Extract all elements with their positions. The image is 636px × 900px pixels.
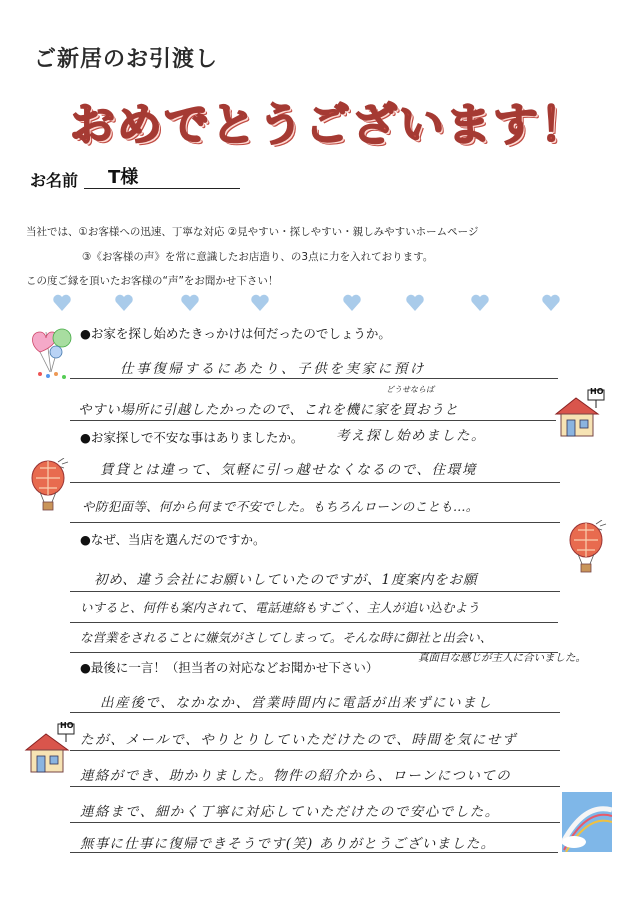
question-1: ●お家を探し始めたきっかけは何だったのでしょうか。 <box>80 326 391 341</box>
heart-icon <box>52 293 72 313</box>
heart-icon <box>250 293 270 313</box>
answer-4-line-5: 無事に仕事に復帰できそうです(笑) ありがとうございました。 <box>80 836 496 852</box>
hot-air-balloon-icon <box>28 458 72 516</box>
subtitle: ご新居のお引渡し <box>34 47 219 72</box>
answer-3-line-1: 初め、違う会社にお願いしていたのですが、1度案内をお願 <box>94 572 478 588</box>
heart-icon <box>180 293 200 313</box>
balloons-icon <box>26 322 78 380</box>
answer-line <box>70 712 560 713</box>
heart-icon <box>405 293 425 313</box>
answer-line <box>70 750 560 751</box>
answer-3-line-4: 真面目な感じが主人に合いました。 <box>418 652 586 664</box>
heart-icon <box>541 293 561 313</box>
page-title: おめでとうございます！ <box>70 98 588 151</box>
heart-icon <box>470 293 490 313</box>
answer-line <box>70 420 556 421</box>
answer-4-line-2: たが、メールで、やりとりしていただけたので、時間を気にせず <box>80 732 518 748</box>
answer-line <box>70 852 558 853</box>
answer-line <box>70 522 560 523</box>
answer-1-note: どうせならば <box>386 385 434 394</box>
answer-line <box>70 786 560 787</box>
name-label: お名前 <box>30 171 79 190</box>
answer-line <box>70 378 558 379</box>
answer-3-line-2: いすると、何件も案内されて、電話連絡もすごく、主人が追い込むよう <box>80 600 480 615</box>
answer-line <box>70 482 560 483</box>
intro-line-2: ③《お客様の声》を常に意識したお店造り、の3点に力を入れております。 <box>82 251 434 263</box>
intro-line-1: 当社では、①お客様への迅速、丁寧な対応 ②見やすい・探しやすい・親しみやすいホームページ <box>26 226 479 238</box>
answer-1-line-1: 仕事復帰するにあたり、子供を実家に預け <box>120 361 426 377</box>
question-3: ●なぜ、当店を選んだのですか。 <box>80 532 266 547</box>
answer-3-line-3: な営業をされることに嫌気がさしてしまって。そんな時に御社と出会い、 <box>80 630 493 645</box>
heart-icon <box>114 293 134 313</box>
name-value: T様 <box>108 167 139 188</box>
name-underline <box>84 188 240 189</box>
answer-4-line-1: 出産後で、なかなか、営業時間内に電話が出来ずにいまし <box>100 695 493 711</box>
hot-air-balloon-icon <box>566 520 610 578</box>
answer-1-line-3: 考え探し始めました。 <box>336 428 486 444</box>
answer-line <box>70 822 560 823</box>
heart-icon <box>342 293 362 313</box>
question-2: ●お家探しで不安な事はありましたか。 <box>80 430 304 445</box>
answer-2-line-2: や防犯面等、何から何まで不安でした。もちろんローンのことも…。 <box>82 499 479 514</box>
answer-line <box>70 591 560 592</box>
house-sign-text: HO <box>60 721 74 730</box>
question-4: ●最後に一言！（担当者の対応などお聞かせ下さい） <box>80 660 379 675</box>
answer-4-line-3: 連絡ができ、助かりました。物件の紹介から、ローンについての <box>80 768 512 784</box>
answer-4-line-4: 連絡まで、細かく丁寧に対応していただけたので安心でした。 <box>80 804 500 820</box>
intro-line-3: この度ご縁を頂いたお客様の“声”をお聞かせ下さい！ <box>26 275 279 287</box>
answer-2-line-1: 賃貸とは違って、気軽に引っ越せなくなるので、住環境 <box>100 462 477 478</box>
answer-1-line-2: やすい場所に引越したかったので、これを機に家を買おうと <box>78 402 459 418</box>
house-sign-text: HO <box>590 387 604 396</box>
rainbow-icon <box>562 792 612 852</box>
answer-line <box>70 622 558 623</box>
